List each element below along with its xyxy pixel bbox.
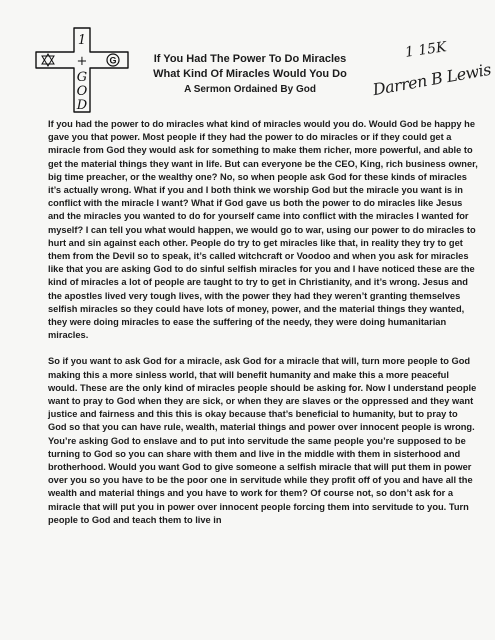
paragraph-1: If you had the power to do miracles what kind of miracles would you do. Would God be happy he gave you that power. Most people if they had the power to do miracles or if they could get a miracle from God they would ask for something to make them richer, more powerful, and able to get the material things they want in life. But can everyone be the CEO, King, rich business owner, big time preacher, or the wealthy one? No, so when people ask God for these kinds of miracles it’s actually wrong. What if you and I both think we worship God but the miracle you want is in conflict with the miracle I want? What if God gave us both the power to do miracles like Jesus and the miracles you wanted to do for yourself came into conflict with the miracles I wanted for myself? I can tell you what would happen, we would go to war, using our power to do miracles to hurt and sin against each other. People do try to get miracles like that, in reality they try to get them from the Devil so to speak, it’s called witchcraft or Voodoo and when you ask for miracles like that you are asking God to do sinful selfish miracles for you and I have noticed these are the kind of miracles a lot of people are taught to try to get in Christianity, and it’s wrong. Jesus and the apostles lived very tough lives, with the power they had they weren’t granting themselves selfish miracles so they could have lots of money, power, and the material things they wanted, they were doing miracles to ease the suffering of the needy, they were doing humanitarian miracles. bbox=[48, 119, 478, 341]
star-of-david-icon bbox=[42, 54, 54, 66]
document-header bbox=[140, 52, 360, 97]
title-line-1: If You Had The Power To Do Miracles bbox=[153, 53, 347, 65]
sermon-body bbox=[48, 118, 478, 527]
signature: Darren B Lewis bbox=[371, 59, 493, 100]
subtitle: A Sermon Ordained By God bbox=[184, 84, 316, 95]
logo-right-letter: G bbox=[109, 55, 117, 66]
logo-cross-letter-1: + bbox=[76, 54, 88, 69]
logo-cross-letter-4: D bbox=[76, 98, 88, 113]
handwritten-number: 1 15K bbox=[404, 39, 448, 61]
paragraph-2: So if you want to ask God for a miracle, ask God for a miracle that will, turn more people to God making this a more sinless world, that will benefit humanity and make this a more peaceful would. These are the only kind of miracles people should be asking for. Now I understand people want to pray to God when they are sick, or when they are slaves or the oppressed and they want justice and fairness and this this is okay because that’s beneficial to humanity, but to pray to God so that you can have rule, wealth, material things and power over innocent people is wrong. You’re asking God to enslave and to put into servitude the same people you’re supposed to be turning to God so you can share with them and live in the middle with them in sisterhood and brotherhood. Would you want God to give someone a selfish miracle that will put them in power over you so you have to be the poor one in servitude while they profit off of you and have all the wealth and material things and you have to work for them? Of course not, so don’t ask for a miracle that will put you in power over innocent people forcing them into servitude to you. Turn people to God and teach them to live in bbox=[48, 356, 477, 525]
logo-top-letter: 1 bbox=[77, 33, 87, 48]
title-line-2: What Kind Of Miracles Would You Do bbox=[153, 68, 347, 80]
logo-cross-letter-3: O bbox=[76, 84, 88, 99]
logo-cross-letter-2: G bbox=[76, 70, 88, 85]
cross-logo bbox=[30, 26, 134, 114]
